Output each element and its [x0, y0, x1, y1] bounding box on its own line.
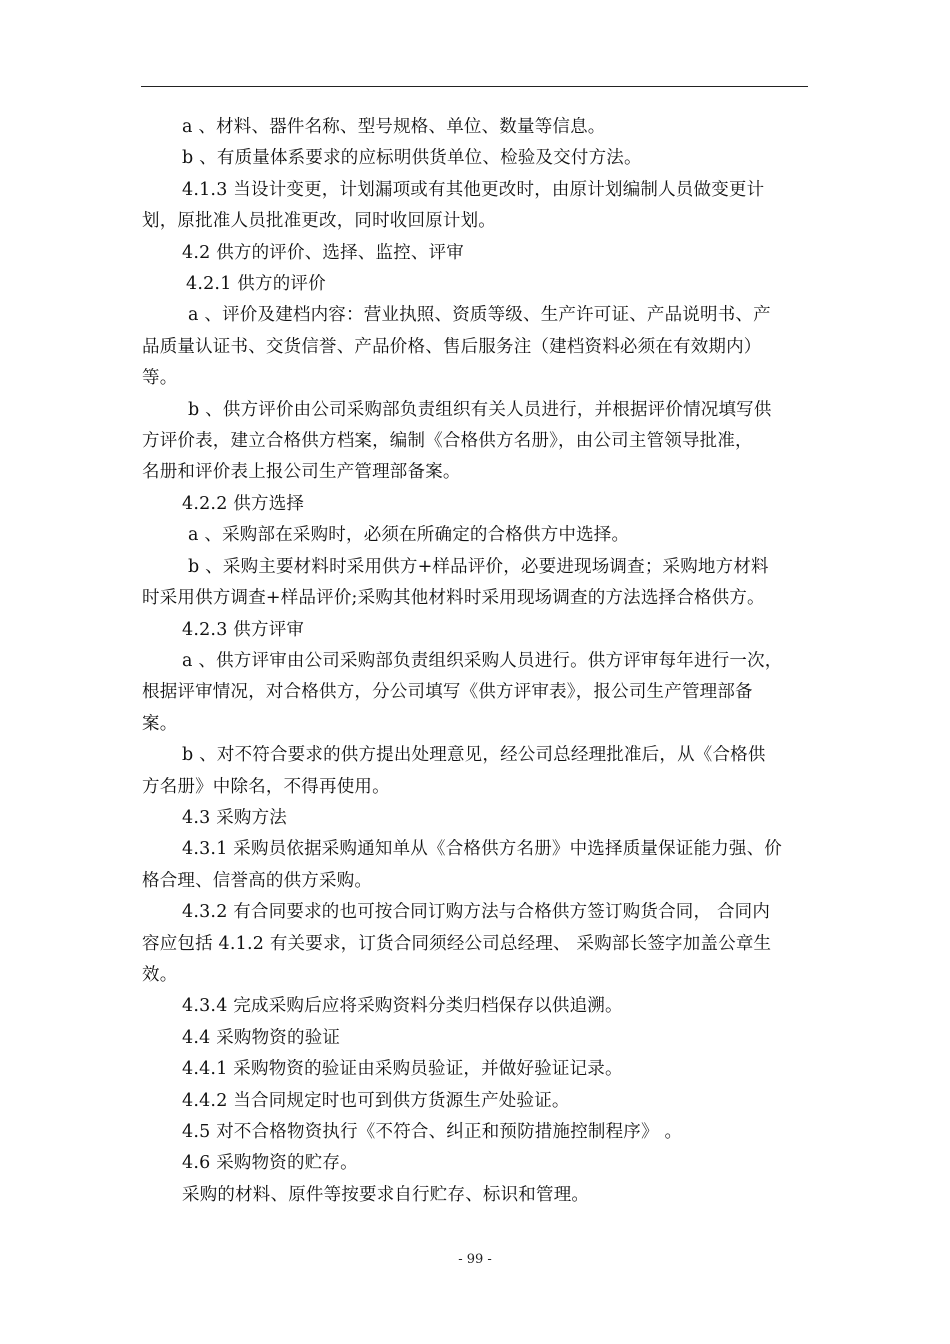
text-line: 4.5 对不合格物资执行《不符合、纠正和预防措施控制程序》 。: [182, 1122, 683, 1142]
text-line: 4.2 供方的评价、选择、监控、评审: [182, 242, 464, 263]
text-line: 4.2.1 供方的评价: [186, 274, 326, 295]
text-line: a 、供方评审由公司采购部负责组织采购人员进行。供方评审每年进行一次，: [182, 650, 783, 671]
text-line: 品质量认证书、交货信誉、产品价格、售后服务注（建档资料必须在有效期内）: [142, 336, 762, 357]
text-line: 4.4.1 采购物资的验证由采购员验证，并做好验证记录。: [182, 1059, 623, 1080]
text-line: 效。: [142, 964, 178, 985]
text-line: 名册和评价表上报公司生产管理部备案。: [142, 462, 461, 483]
text-line: 根据评审情况，对合格供方，分公司填写《供方评审表》，报公司生产管理部备: [142, 682, 753, 703]
text-line: 4.4 采购物资的验证: [182, 1027, 341, 1048]
text-line: 4.1.3 当设计变更，计划漏项或有其他更改时，由原计划编制人员做变更计: [182, 179, 765, 200]
text-line: 4.2.3 供方评审: [182, 619, 305, 640]
text-line: 容应包括 4.1.2 有关要求，订货合同须经公司总经理、 采购部长签字加盖公章生: [142, 933, 772, 954]
text-line: a 、材料、器件名称、型号规格、单位、数量等信息。: [182, 117, 606, 137]
text-line: b 、采购主要材料时采用供方+样品评价，必要进现场调查；采购地方材料: [188, 556, 769, 577]
text-line: 4.3.2 有合同要求的也可按合同订购方法与合格供方签订购货合同， 合同内: [182, 902, 771, 923]
text-line: 4.3 采购方法: [182, 807, 287, 828]
text-line: 划，原批准人员批准更改，同时收回原计划。: [142, 211, 496, 232]
text-line: 4.6 采购物资的贮存。: [182, 1153, 358, 1174]
text-line: 等。: [142, 368, 178, 389]
text-line: 采购的材料、原件等按要求自行贮存、标识和管理。: [182, 1184, 590, 1205]
text-line: 格合理、信誉高的供方采购。: [142, 870, 373, 891]
text-line: 4.4.2 当合同规定时也可到供方货源生产处验证。: [182, 1090, 570, 1111]
text-line: b 、供方评价由公司采购部负责组织有关人员进行，并根据评价情况填写供: [188, 399, 772, 420]
page-number: - 99 -: [458, 1252, 492, 1267]
text-line: 4.3.1 采购员依据采购通知单从《合格供方名册》中选择质量保证能力强、价: [182, 839, 782, 860]
text-line: b 、对不符合要求的供方提出处理意见，经公司总经理批准后，从《合格供: [182, 745, 766, 766]
text-line: 方评价表，建立合格供方档案，编制《合格供方名册》，由公司主管领导批准，: [142, 431, 753, 452]
text-line: a 、评价及建档内容：营业执照、资质等级、生产许可证、产品说明书、产: [188, 305, 771, 326]
text-line: b 、有质量体系要求的应标明供货单位、检验及交付方法。: [182, 148, 642, 169]
text-line: 4.3.4 完成采购后应将采购资料分类归档保存以供追溯。: [182, 996, 623, 1017]
header-rule: [141, 86, 808, 87]
text-line: 方名册》中除名，不得再使用。: [142, 776, 390, 797]
text-line: a 、采购部在采购时，必须在所确定的合格供方中选择。: [188, 525, 630, 546]
text-line: 时采用供方调查+样品评价;采购其他材料时采用现场调查的方法选择合格供方。: [142, 588, 765, 609]
text-line: 案。: [142, 713, 178, 734]
document-body: [142, 112, 812, 1211]
text-line: 4.2.2 供方选择: [182, 493, 305, 514]
